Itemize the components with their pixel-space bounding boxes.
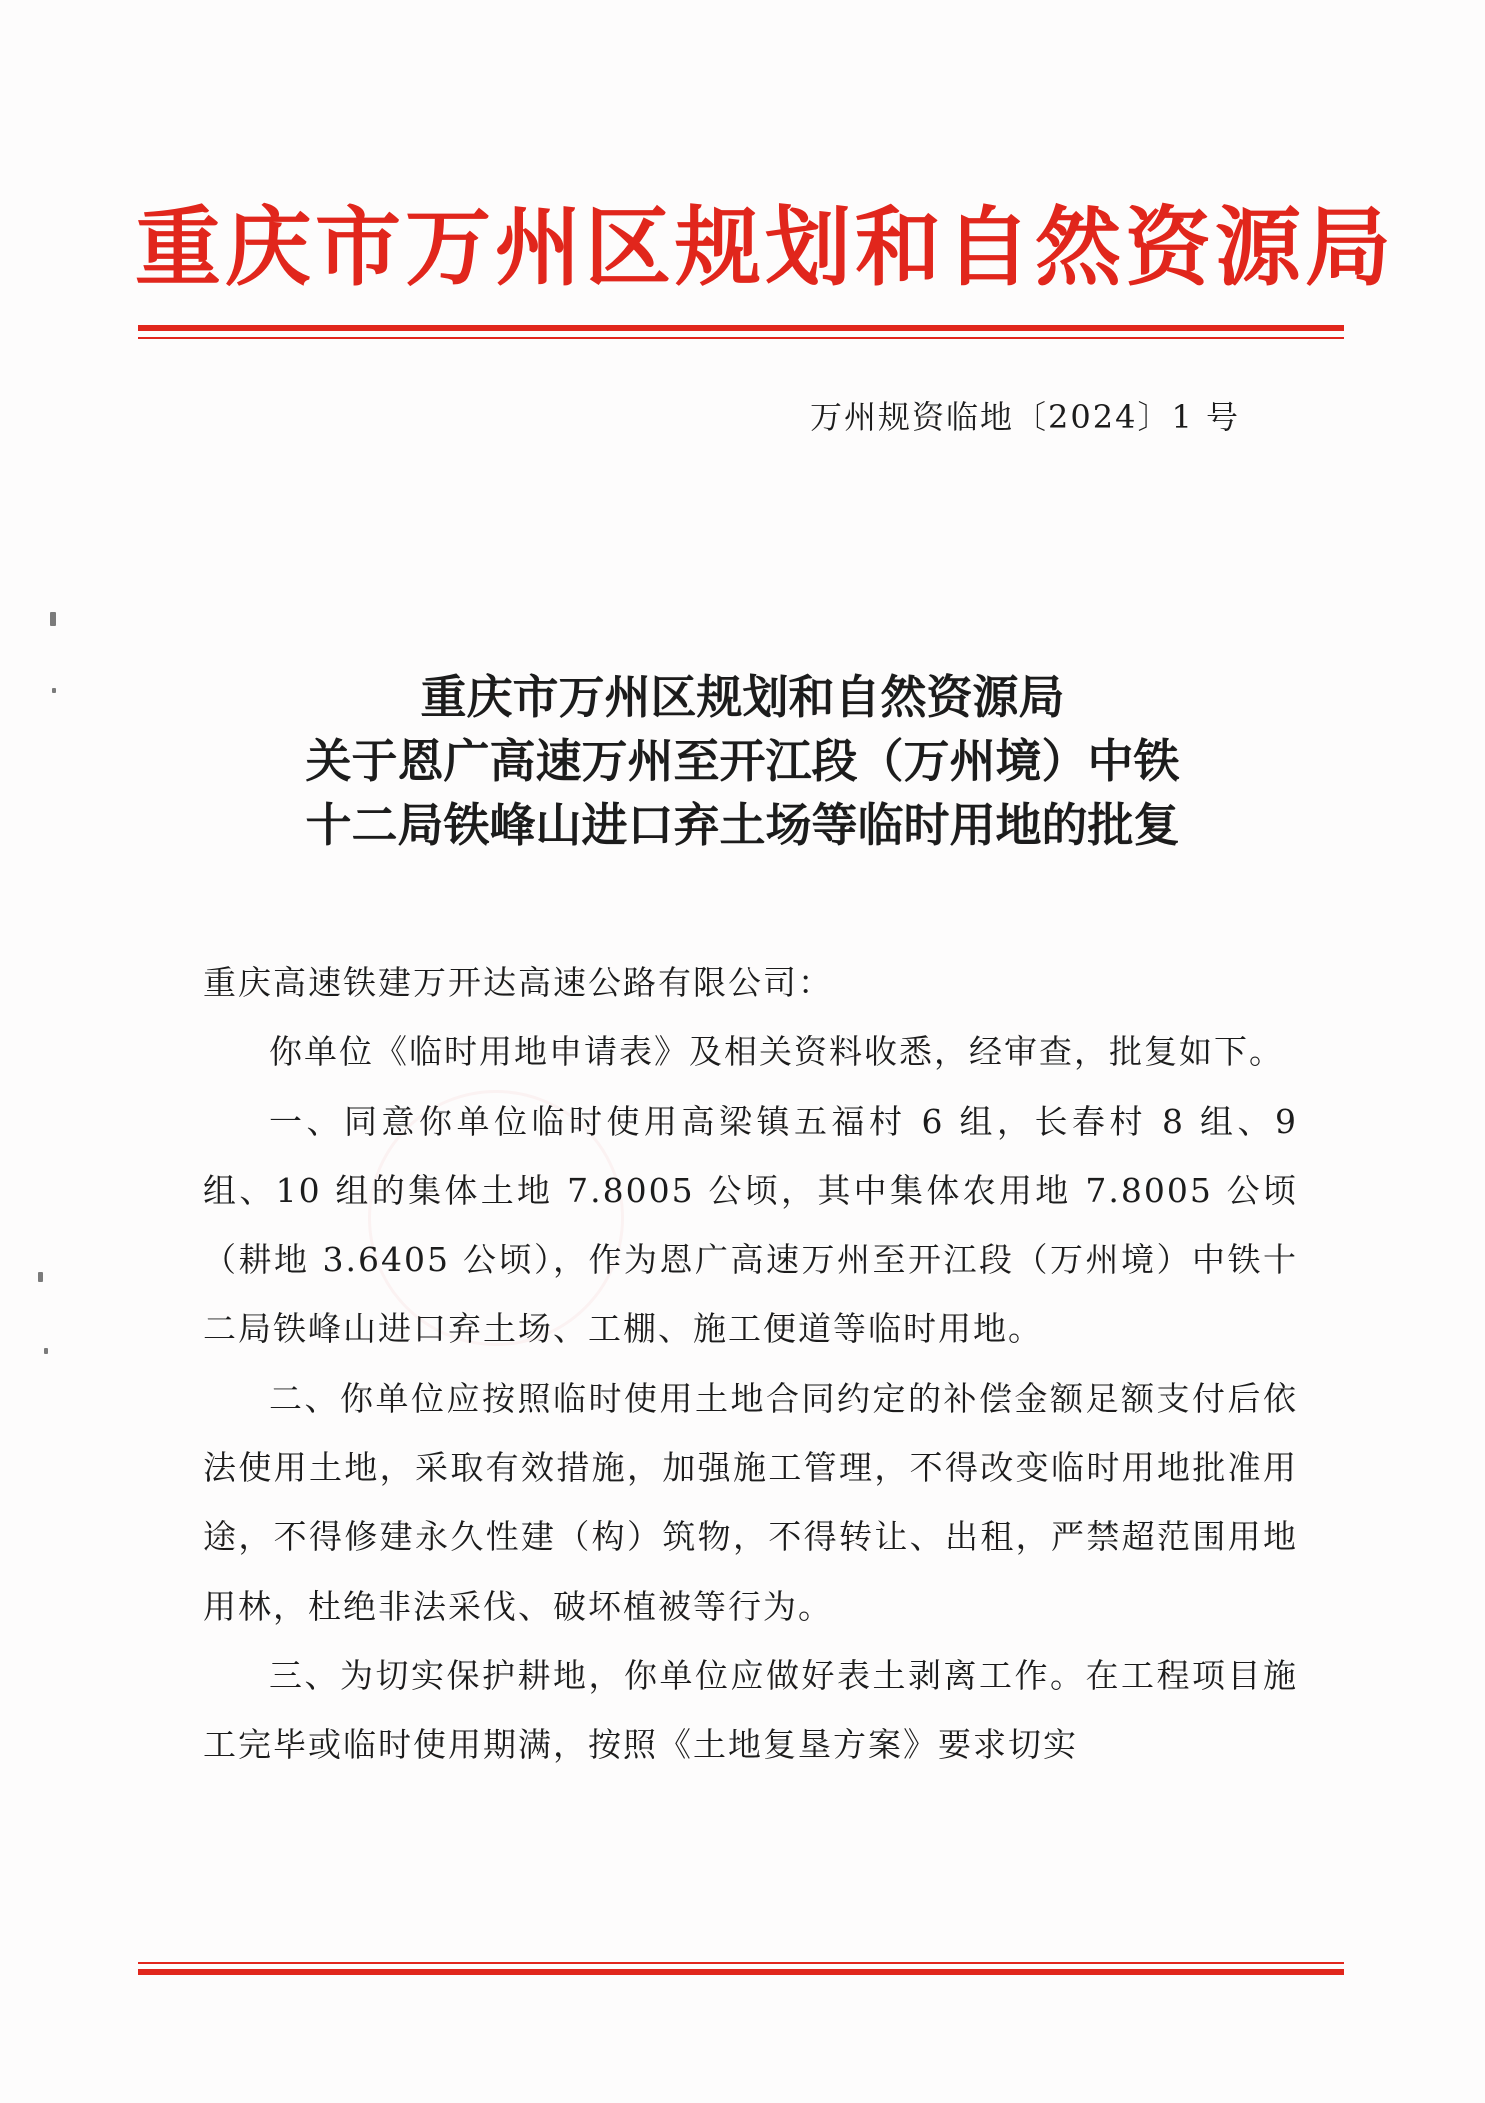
item-2-paragraph: 二、你单位应按照临时使用土地合同约定的补偿金额足额支付后依法使用土地，采取有效措施，加强施工管理，不得改变临时用地批准用途，不得修建永久性建（构）筑物，不得转让、出租，严禁超范围用地用林，杜绝非法采伐、破坏植被等行为。 xyxy=(203,1378,1298,1626)
footer-rule-thin xyxy=(138,1962,1344,1964)
footer-rule-thick xyxy=(138,1969,1344,1975)
item-3-paragraph: 三、为切实保护耕地，你单位应做好表土剥离工作。在工程项目施工完毕或临时使用期满，按照《土地复垦方案》要求切实 xyxy=(203,1655,1298,1765)
document-body xyxy=(203,948,1298,1780)
document-title xyxy=(150,665,1335,857)
addressee: 重庆高速铁建万开达高速公路有限公司： xyxy=(203,963,833,1002)
letterhead-org-name: 重庆市万州区规划和自然资源局 xyxy=(135,197,1395,298)
scan-speck xyxy=(50,612,56,626)
title-line-3: 十二局铁峰山进口弃土场等临时用地的批复 xyxy=(305,798,1180,852)
intro-paragraph: 你单位《临时用地申请表》及相关资料收悉，经审查，批复如下。 xyxy=(269,1032,1284,1072)
document-number: 万州规资临地〔2024〕1 号 xyxy=(810,398,1240,436)
letterhead-rule-thin xyxy=(138,337,1344,339)
item-1-paragraph: 一、同意你单位临时使用高梁镇五福村 6 组，长春村 8 组、9 组、10 组的集体土地 7.8005 公顷，其中集体农用地 7.8005 公顷（耕地 3.6405 公顷），作为恩广高速万州至开江段（万州境）中铁十二局铁峰山进口弃土场、工棚、施工便道等临时用地。 xyxy=(203,1101,1298,1349)
title-line-1: 重庆市万州区规划和自然资源局 xyxy=(420,670,1065,724)
scan-speck xyxy=(44,1348,48,1354)
letterhead-rule-thick xyxy=(138,325,1344,331)
title-line-2: 关于恩广高速万州至开江段（万州境）中铁 xyxy=(305,734,1180,788)
scan-speck xyxy=(38,1272,43,1282)
scan-speck xyxy=(52,688,56,693)
